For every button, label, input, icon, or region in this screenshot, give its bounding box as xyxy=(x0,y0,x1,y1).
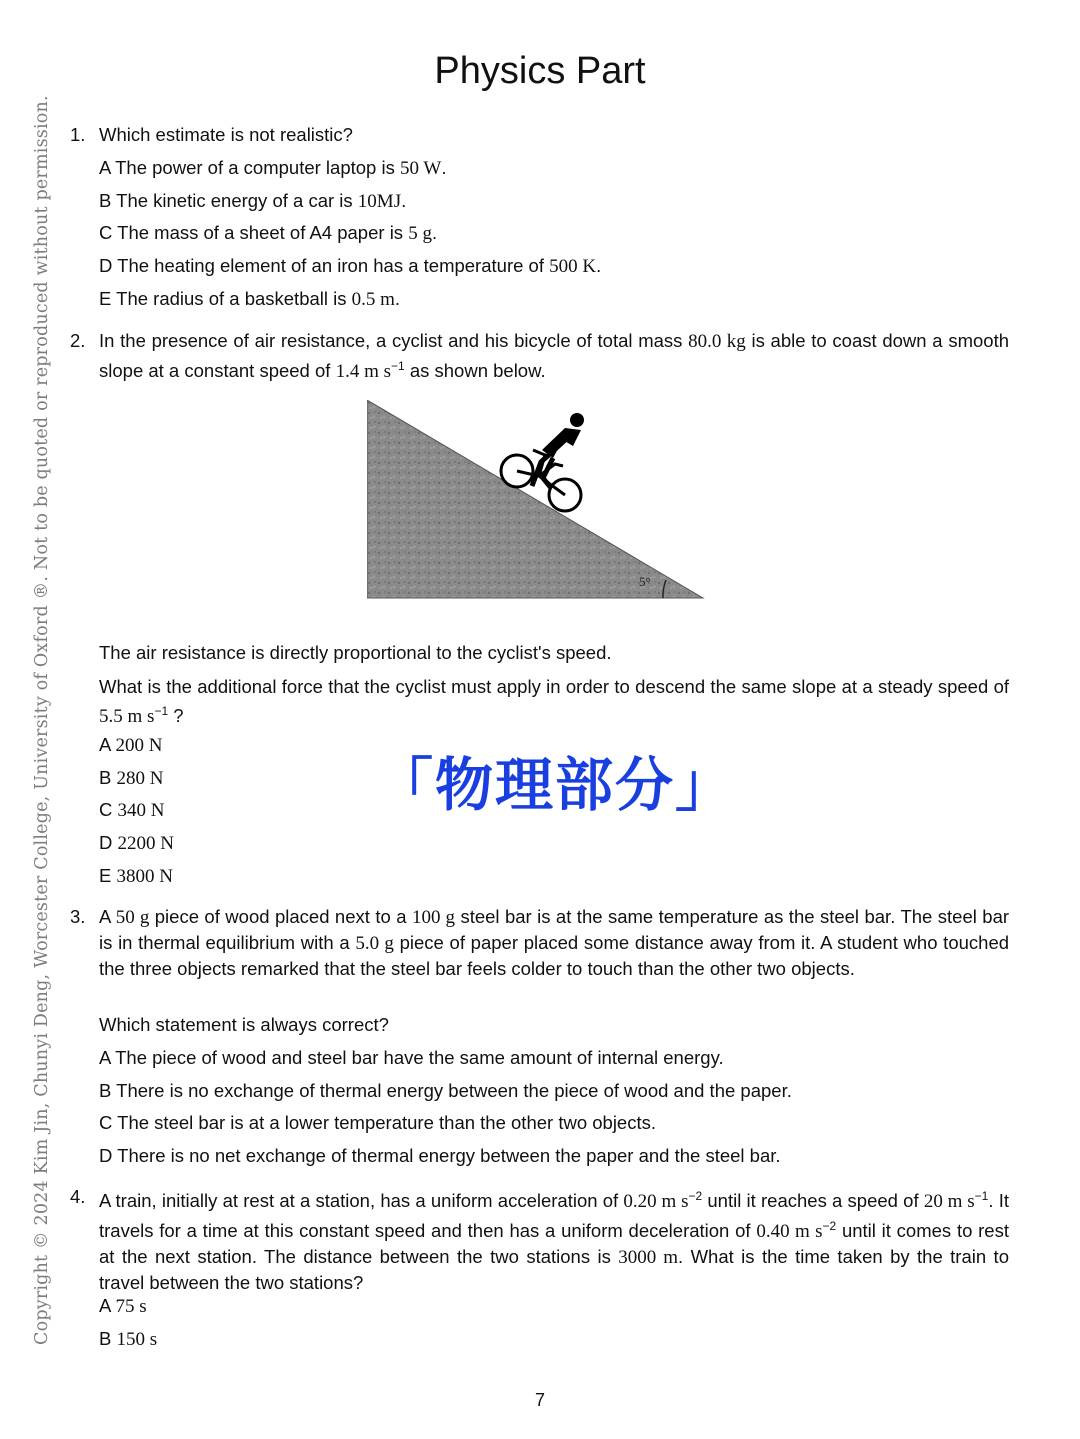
copyright-notice: Copyright © 2024 Kim Jin, Chunyi Deng, Worcester College, University of Oxford ®. Not to be quoted or reproduced without permission. xyxy=(32,95,52,1345)
question-2-option-c: C 340 N xyxy=(99,799,165,821)
question-3-stem: A 50 g piece of wood placed next to a 100 g steel bar is at the same temperature as the steel bar. The steel bar is in thermal equilibrium with a 5.0 g piece of paper placed some distance away from it. A student who touched the three objects remarked that the steel bar feels colder to touch than the other two objects. xyxy=(99,906,1010,979)
question-1-stem: Which estimate is not realistic? xyxy=(99,124,353,145)
question-2-note: The air resistance is directly proportional to the cyclist's speed. xyxy=(99,642,612,663)
question-4-option-b: B 150 s xyxy=(99,1328,158,1350)
question-1-option-a: A The power of a computer laptop is 50 W. xyxy=(99,157,447,179)
question-2-number: 2. xyxy=(70,330,86,351)
question-1-option-e: E The radius of a basketball is 0.5 m. xyxy=(99,288,401,310)
question-1-option-d: D The heating element of an iron has a temperature of 500 K. xyxy=(99,255,602,277)
question-3-option-c: C The steel bar is at a lower temperature than the other two objects. xyxy=(99,1112,657,1133)
question-2-option-d: D 2200 N xyxy=(99,832,174,854)
question-3-number: 3. xyxy=(70,906,86,927)
question-3-option-d: D There is no net exchange of thermal energy between the paper and the steel bar. xyxy=(99,1145,781,1166)
page-title: Physics Part xyxy=(434,50,646,92)
question-2-ask: What is the additional force that the cyclist must apply in order to descend the same slope at a steady speed of 5.5 m $s^{-1}$ ? xyxy=(99,676,1009,728)
question-4-option-a: A 75 s xyxy=(99,1295,147,1317)
question-2-option-e: E 3800 N xyxy=(99,865,173,887)
question-3-option-b: B There is no exchange of thermal energy between the piece of wood and the paper. xyxy=(99,1080,792,1101)
overlay-caption: 「物理部分」 xyxy=(375,751,736,819)
question-1-option-b: B The kinetic energy of a car is 10MJ. xyxy=(99,190,407,212)
question-3-option-a: A The piece of wood and steel bar have the same amount of internal energy. xyxy=(99,1047,724,1068)
question-1-option-c: C The mass of a sheet of A4 paper is 5 g. xyxy=(99,222,438,244)
question-4-number: 4. xyxy=(70,1186,86,1207)
question-2-stem: In the presence of air resistance, a cyclist and his bicycle of total mass 80.0 kg is able to coast down a smooth slope at a constant speed of 1.4 m $s^{-1}$ as shown below. xyxy=(99,330,1009,383)
question-2-option-a: A 200 N xyxy=(99,734,163,756)
question-4-stem: A train, initially at rest at a station, has a uniform acceleration of 0.20 m $s^{-2}$ until it reaches a speed of 20 m $s^{-1}$. It travels for a time at this constant speed and then has a uniform deceleration of 0.40 m $s^{-2}$ until it comes to rest at the next station. The distance between the two stations is 3000 m. What is the time taken by the train to travel between the two stations? xyxy=(99,1189,1009,1294)
question-2-option-b: B 280 N xyxy=(99,767,164,789)
slope-diagram xyxy=(367,400,705,600)
angle-label: 5° xyxy=(639,574,651,589)
incline-surface xyxy=(367,400,703,598)
question-1-number: 1. xyxy=(70,124,86,145)
question-3-ask: Which statement is always correct? xyxy=(99,1014,389,1035)
page-number: 7 xyxy=(534,1390,545,1410)
